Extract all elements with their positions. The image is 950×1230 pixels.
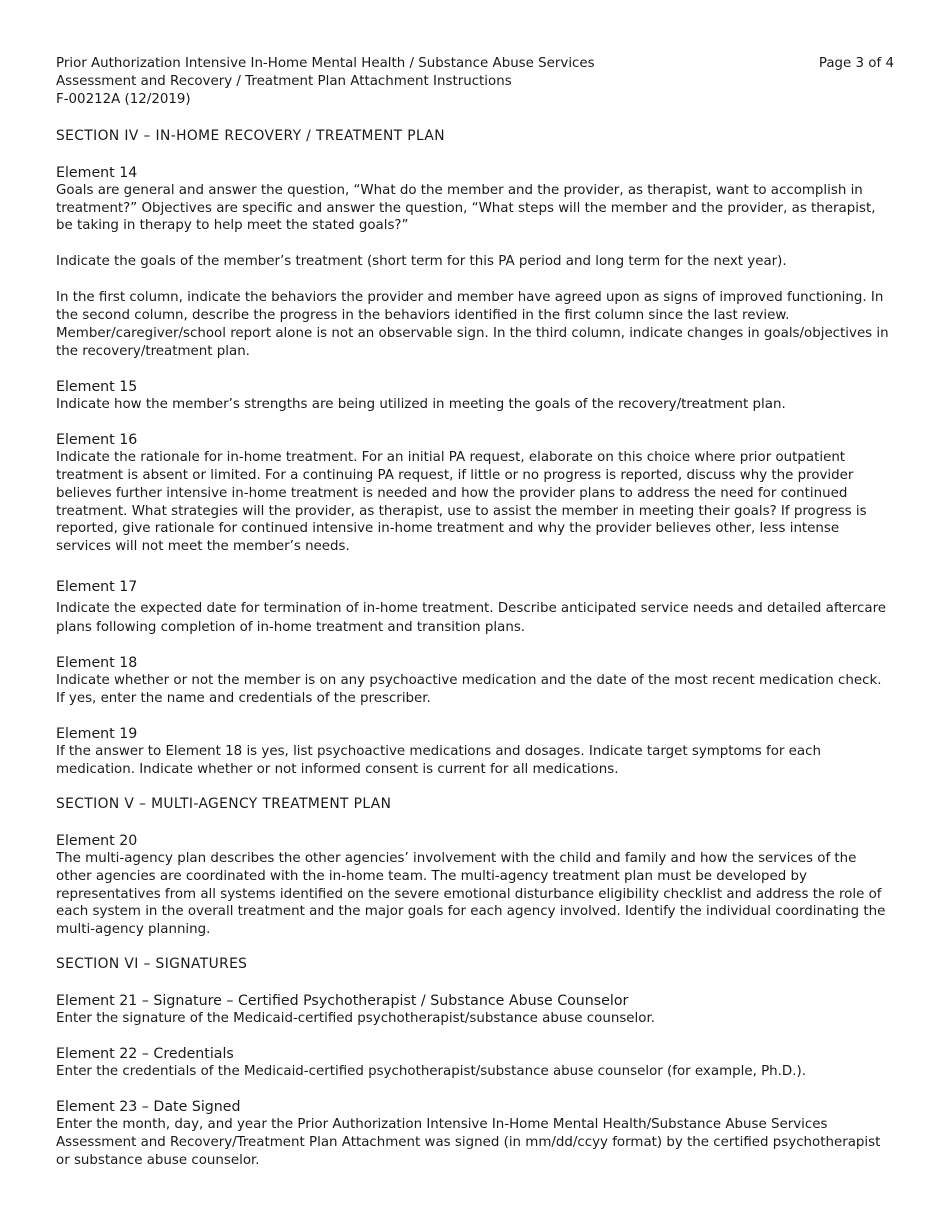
section-vi-title: SECTION VI – SIGNATURES: [56, 956, 248, 973]
element-16-title: Element 16: [56, 431, 138, 448]
element-22-para-1: Enter the credentials of the Medicaid-certified psychotherapist/substance abuse counselor (for example, Ph.D.).: [56, 1064, 806, 1080]
element-16: [56, 431, 894, 556]
element-22: [56, 1045, 894, 1081]
element-15: [56, 378, 894, 414]
element-15-para-1: Indicate how the member’s strengths are being utilized in meeting the goals of the recovery/treatment plan.: [56, 396, 786, 412]
section-v-title: SECTION V – MULTI-AGENCY TREATMENT PLAN: [56, 795, 392, 812]
element-19-title: Element 19: [56, 726, 138, 743]
element-17-para-1: Indicate the expected date for termination of in-home treatment. Describe anticipated service needs and detailed aftercare plans following completion of in-home treatment and transition plans.: [56, 601, 887, 636]
element-21-title: Element 21 – Signature – Certified Psychotherapist / Substance Abuse Counselor: [56, 993, 629, 1010]
element-19: [56, 725, 894, 779]
form-title-line-2: Assessment and Recovery / Treatment Plan Attachment Instructions: [56, 73, 512, 89]
section-iv-title: SECTION IV – IN-HOME RECOVERY / TREATMENT PLAN: [56, 127, 445, 144]
element-22-title: Element 22 – Credentials: [56, 1046, 234, 1063]
element-16-para-1: Indicate the rationale for in-home treatment. For an initial PA request, elaborate on this choice where prior outpatient treatment is absent or limited. For a continuing PA request, if little or no progress is reported, discuss why the provider believes further intensive in-home treatment is needed and how the provider plans to address the need for continued treatment. What strategies will the provider, as therapist, use to assist the member in meeting their goals? If progress is reported, give rationale for continued intensive in-home treatment and why the provider believes other, less intense services will not meet the member’s needs.: [56, 449, 867, 555]
element-17: [56, 578, 894, 637]
element-17-title: Element 17: [56, 579, 138, 596]
element-18-title: Element 18: [56, 655, 138, 672]
element-14-title: Element 14: [56, 164, 138, 181]
element-23: [56, 1098, 894, 1170]
form-number: F-00212A (12/2019): [56, 91, 191, 107]
element-14: [56, 164, 894, 361]
element-14-para-1: Goals are general and answer the question, “What do the member and the provider, as therapist, want to accomplish in treatment?” Objectives are specific and answer the question, “What steps will the member and the provider, as therapist, be taking in therapy to help meet the stated goals?”: [56, 182, 876, 234]
element-20: [56, 832, 894, 940]
element-15-title: Element 15: [56, 378, 138, 395]
element-21: [56, 992, 894, 1028]
element-23-title: Element 23 – Date Signed: [56, 1099, 241, 1115]
element-18: [56, 654, 894, 708]
element-23-para-1: Enter the month, day, and year the Prior Authorization Intensive In-Home Mental Health/Substance Abuse Services Assessment and Recovery/Treatment Plan Attachment was signed (in mm/dd/ccyy format) by the certified psychotherapist or substance abuse counselor.: [56, 1117, 881, 1168]
element-21-para-1: Enter the signature of the Medicaid-certified psychotherapist/substance abuse counselor.: [56, 1011, 655, 1027]
form-title-line-1: Prior Authorization Intensive In-Home Mental Health / Substance Abuse Services: [56, 56, 595, 71]
page-header: [56, 55, 894, 109]
element-19-para-1: If the answer to Element 18 is yes, list psychoactive medications and dosages. Indicate target symptoms for each medication. Indicate whether or not informed consent is current for all medications.: [56, 744, 821, 777]
element-14-para-2: Indicate the goals of the member’s treatment (short term for this PA period and long term for the next year).: [56, 254, 787, 270]
element-20-para-1: The multi-agency plan describes the other agencies’ involvement with the child and family and how the services of the other agencies are coordinated with the in-home team. The multi-agency treatment plan must be developed by representatives from all systems identified on the severe emotional disturbance eligibility checklist and address the role of each system in the overall treatment and the major goals for each agency involved. Identify the individual coordinating the multi-agency planning.: [56, 850, 886, 938]
element-18-para-1: Indicate whether or not the member is on any psychoactive medication and the date of the most recent medication check. If yes, enter the name and credentials of the prescriber.: [56, 673, 882, 707]
element-20-title: Element 20: [56, 832, 138, 849]
element-14-para-3: In the first column, indicate the behaviors the provider and member have agreed upon as signs of improved functioning. In the second column, describe the progress in the behaviors identified in the first column since the last review. Member/caregiver/school report alone is not an observable sign. In the third column, indicate changes in goals/objectives in the recovery/treatment plan.: [56, 290, 889, 359]
page-number: Page 3 of 4: [818, 56, 894, 71]
